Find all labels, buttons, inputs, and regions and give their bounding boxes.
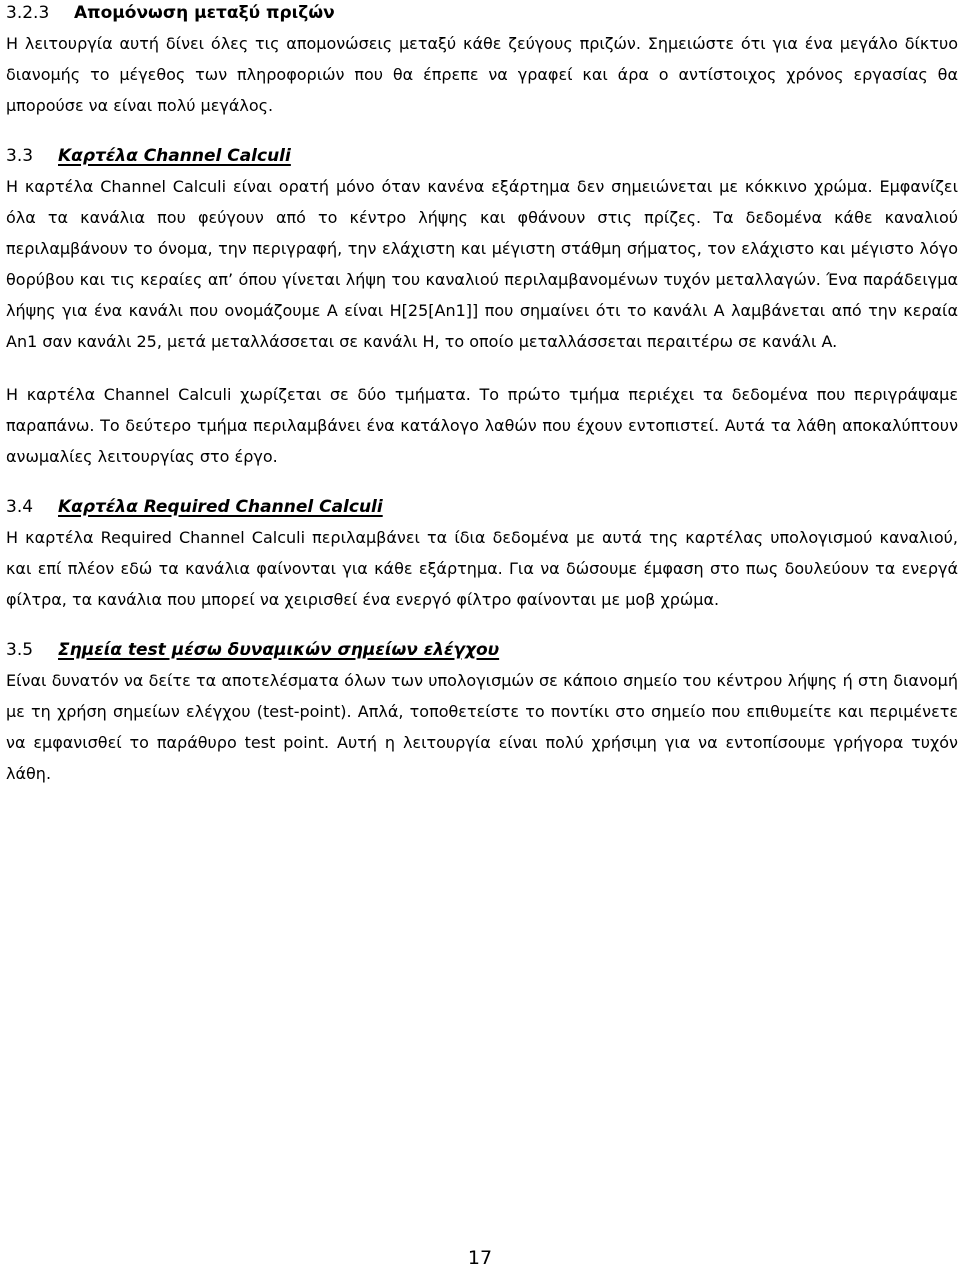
paragraph: Είναι δυνατόν να δείτε τα αποτελέσματα όλων των υπολογισμών σε κάποιο σημείο του κέντρου λήψης ή στη διανομή με τη χρήση σημείων ελέγχου (test-point). Απλά, τοποθετείστε το ποντίκι στο σημείο που επιθυμείτε και περιμένετε να εμφανισθεί το παράθυρο test point. Αυτή η λειτουργία είναι πολύ χρήσιμη για να εντοπίσουμε γρήγορα τυχόν λάθη. <box>6 671 958 783</box>
section-3-5 <box>6 637 958 789</box>
paragraph: Η λειτουργία αυτή δίνει όλες τις απομονώσεις μεταξύ κάθε ζεύγους πριζών. Σημειώστε ότι για ένα μεγάλο δίκτυο διανομής το μέγεθος των πληροφοριών που θα έπρεπε να γραφεί και άρα ο αντίστοιχος χρόνος εργασίας θα μπορούσε να είναι πολύ μεγάλος. <box>6 34 958 115</box>
page-number: 17 <box>467 1247 493 1269</box>
section-3-3 <box>6 143 958 472</box>
section-heading <box>6 0 958 26</box>
section-title: Καρτέλα Required Channel Calculi <box>58 497 383 517</box>
paragraph: Η καρτέλα Channel Calculi είναι ορατή μόνο όταν κανένα εξάρτημα δεν σημειώνεται με κόκκινο χρώμα. Εμφανίζει όλα τα κανάλια που φεύγουν από το κέντρο λήψης και φθάνουν στις πρίζες. Τα δεδομένα κάθε καναλιού περιλαμβάνουν το όνομα, την περιγραφή, την ελάχιστη και μέγιστη στάθμη σήματος, τον ελάχιστο και μέγιστο λόγο θορύβου και τις κεραίες απ’ όπου γίνεται λήψη του καναλιού περιλαμβανομένων τυχόν μεταλλαγών. Ένα παράδειγμα λήψης για ένα κανάλι που ονομάζουμε A είναι H[25[An1]] που σημαίνει ότι το κανάλι A λαμβάνεται από την κεραία An1 σαν κανάλι 25, μετά μεταλλάσσεται σε κανάλι H, το οποίο μεταλλάσσεται περαιτέρω σε κανάλι A. <box>6 177 958 351</box>
spacer <box>6 357 958 379</box>
section-title: Σημεία test μέσω δυναμικών σημείων ελέγχου <box>58 640 500 660</box>
section-number: 3.2.3 <box>6 3 50 23</box>
spacer <box>6 472 958 494</box>
spacer <box>6 615 958 637</box>
paragraph: Η καρτέλα Channel Calculi χωρίζεται σε δύο τμήματα. Το πρώτο τμήμα περιέχει τα δεδομένα που περιγράψαμε παραπάνω. Το δεύτερο τμήμα περιλαμβάνει ένα κατάλογο λαθών που έχουν εντοπιστεί. Αυτά τα λάθη αποκαλύπτουν ανωμαλίες λειτουργίας στο έργο. <box>6 385 958 466</box>
section-number: 3.5 <box>6 640 34 660</box>
section-3-4 <box>6 494 958 615</box>
section-title: Απομόνωση μεταξύ πριζών <box>74 3 335 23</box>
section-heading <box>6 637 958 663</box>
document-page <box>6 0 958 1269</box>
spacer <box>6 121 958 143</box>
section-number: 3.4 <box>6 497 34 517</box>
paragraph: Η καρτέλα Required Channel Calculi περιλαμβάνει τα ίδια δεδομένα με αυτά της καρτέλας υπολογισμού καναλιού, και επί πλέον εδώ τα κανάλια φαίνονται για κάθε εξάρτημα. Για να δώσουμε έμφαση στο πως δουλεύουν τα ενεργά φίλτρα, τα κανάλια που μπορεί να χειρισθεί ένα ενεργό φίλτρο φαίνονται με μοβ χρώμα. <box>6 528 958 609</box>
section-heading <box>6 143 958 169</box>
section-3-2-3 <box>6 0 958 121</box>
section-heading <box>6 494 958 520</box>
section-number: 3.3 <box>6 146 34 166</box>
section-title: Καρτέλα Channel Calculi <box>58 146 291 166</box>
